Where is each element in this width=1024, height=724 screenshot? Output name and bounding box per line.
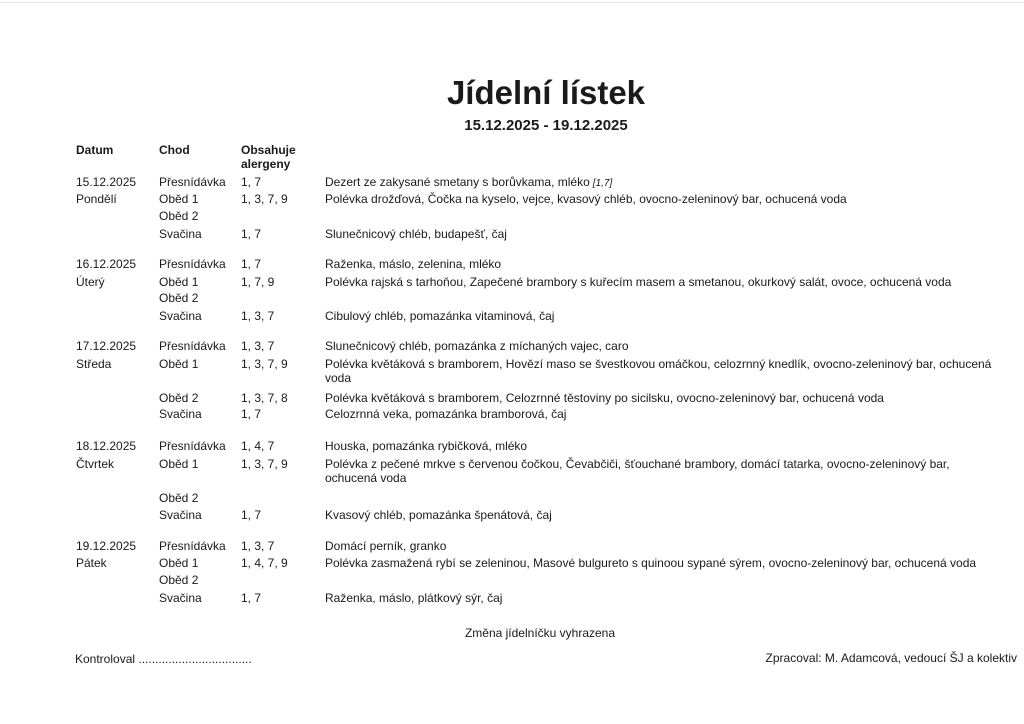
menu-text: Celozrnná veka, pomazánka bramborová, čaj [325,407,567,421]
course-name: Svačina [159,508,202,522]
menu-text: Slunečnicový chléb, pomazánka z míchaných vajec, caro [325,339,629,353]
course-allergens: 1, 4, 7 [241,439,275,453]
day-name: Úterý [76,275,105,289]
header-course: Chod [159,143,190,157]
menu-text: Polévka rajská s tarhoňou, Zapečené brambory s kuřecím masem a smetanou, okurkový salát, ovoce, ochucená voda [325,275,952,289]
day-date: 19.12.2025 [76,539,137,553]
day-date: 16.12.2025 [76,257,137,271]
course-name: Přesnídávka [159,257,226,271]
course-menu [325,539,1000,553]
menu-text: Kvasový chléb, pomazánka špenátová, čaj [325,508,552,522]
course-name: Přesnídávka [159,439,226,453]
menu-text: Raženka, máslo, zelenina, mléko [325,257,502,271]
menu-text: Domácí perník, granko [325,539,447,553]
change-notice: Změna jídelníčku vyhrazena [464,626,616,640]
menu-text: Polévka květáková s bramborem, Celozrnné těstoviny po sicilsku, ovocno-zeleninový bar, ochucená voda [325,391,884,405]
course-menu [325,457,1000,485]
course-allergens: 1, 7 [241,175,262,189]
day-name: Pondělí [76,192,117,206]
menu-text: Houska, pomazánka rybičková, mléko [325,439,528,453]
course-name: Oběd 1 [159,457,199,471]
menu-text: Raženka, máslo, plátkový sýr, čaj [325,591,503,605]
course-menu [325,407,1000,421]
course-allergens: 1, 7 [241,508,262,522]
course-menu [325,591,1000,605]
course-menu [325,175,1000,191]
date-range: 15.12.2025 - 19.12.2025 [464,117,628,134]
course-allergens: 1, 7, 9 [241,275,275,289]
day-date: 15.12.2025 [76,175,137,189]
course-name: Oběd 2 [159,391,199,405]
course-name: Oběd 1 [159,556,199,570]
allergen-note: [1,7] [592,178,613,189]
scan-edge [0,2,1024,3]
course-menu [325,192,1000,206]
course-allergens: 1, 3, 7 [241,539,275,553]
header-allergens: Obsahuje alergeny [241,143,296,171]
menu-text: Polévka zasmažená rybí se zeleninou, Masové bulgureto s quinoou sypané sýrem, ovocno-zeleninový bar, ochucená voda [325,556,977,570]
course-allergens: 1, 3, 7 [241,339,275,353]
course-menu [325,227,1000,241]
course-menu [325,439,1000,453]
course-name: Oběd 1 [159,192,199,206]
course-allergens: 1, 7 [241,227,262,241]
course-allergens: 1, 3, 7, 8 [241,391,288,405]
course-allergens: 1, 3, 7 [241,309,275,323]
course-name: Oběd 2 [159,291,199,305]
menu-text: Cibulový chléb, pomazánka vitaminová, čaj [325,309,555,323]
course-menu [325,508,1000,522]
course-name: Svačina [159,309,202,323]
course-menu [325,309,1000,323]
checked-by: Kontroloval .................................. [75,652,252,666]
course-allergens: 1, 3, 7, 9 [241,457,288,471]
course-allergens: 1, 7 [241,407,262,421]
course-name: Oběd 2 [159,209,199,223]
course-menu [325,339,1000,353]
course-name: Svačina [159,407,202,421]
course-name: Svačina [159,591,202,605]
course-name: Oběd 1 [159,357,199,371]
course-name: Oběd 1 [159,275,199,289]
day-name: Pátek [76,556,107,570]
menu-text: Polévka květáková s bramborem, Hovězí maso se švestkovou omáčkou, celozrnný knedlík, ovocno-zeleninový bar, ochucená voda [325,357,992,385]
menu-text: Dezert ze zakysané smetany s borůvkama, mléko [325,175,590,189]
course-menu [325,556,1000,570]
course-name: Přesnídávka [159,339,226,353]
day-date: 18.12.2025 [76,439,137,453]
day-name: Středa [76,357,112,371]
day-name: Čtvrtek [76,457,115,471]
day-date: 17.12.2025 [76,339,137,353]
course-allergens: 1, 3, 7, 9 [241,357,288,371]
course-menu [325,257,1000,271]
page-title: Jídelní lístek [446,74,646,111]
course-name: Oběd 2 [159,491,199,505]
course-menu [325,357,1000,385]
course-name: Svačina [159,227,202,241]
menu-text: Polévka z pečené mrkve s červenou čočkou, Čevabčiči, šťouchané brambory, domácí tatarka, ovocno-zeleninový bar, ochucená voda [325,457,950,485]
course-name: Přesnídávka [159,539,226,553]
course-allergens: 1, 4, 7, 9 [241,556,288,570]
course-name: Oběd 2 [159,573,199,587]
course-allergens: 1, 7 [241,591,262,605]
course-menu [325,391,1000,405]
course-allergens: 1, 3, 7, 9 [241,192,288,206]
course-name: Přesnídávka [159,175,226,189]
course-menu [325,275,1000,289]
course-allergens: 1, 7 [241,257,262,271]
menu-text: Slunečnicový chléb, budapešť, čaj [325,227,507,241]
menu-text: Polévka drožďová, Čočka na kyselo, vejce, kvasový chléb, ovocno-zeleninový bar, ochucená voda [325,192,847,206]
prepared-by: Zpracoval: M. Adamcová, vedoucí ŠJ a kolektiv [765,651,1017,665]
header-date: Datum [76,143,114,157]
